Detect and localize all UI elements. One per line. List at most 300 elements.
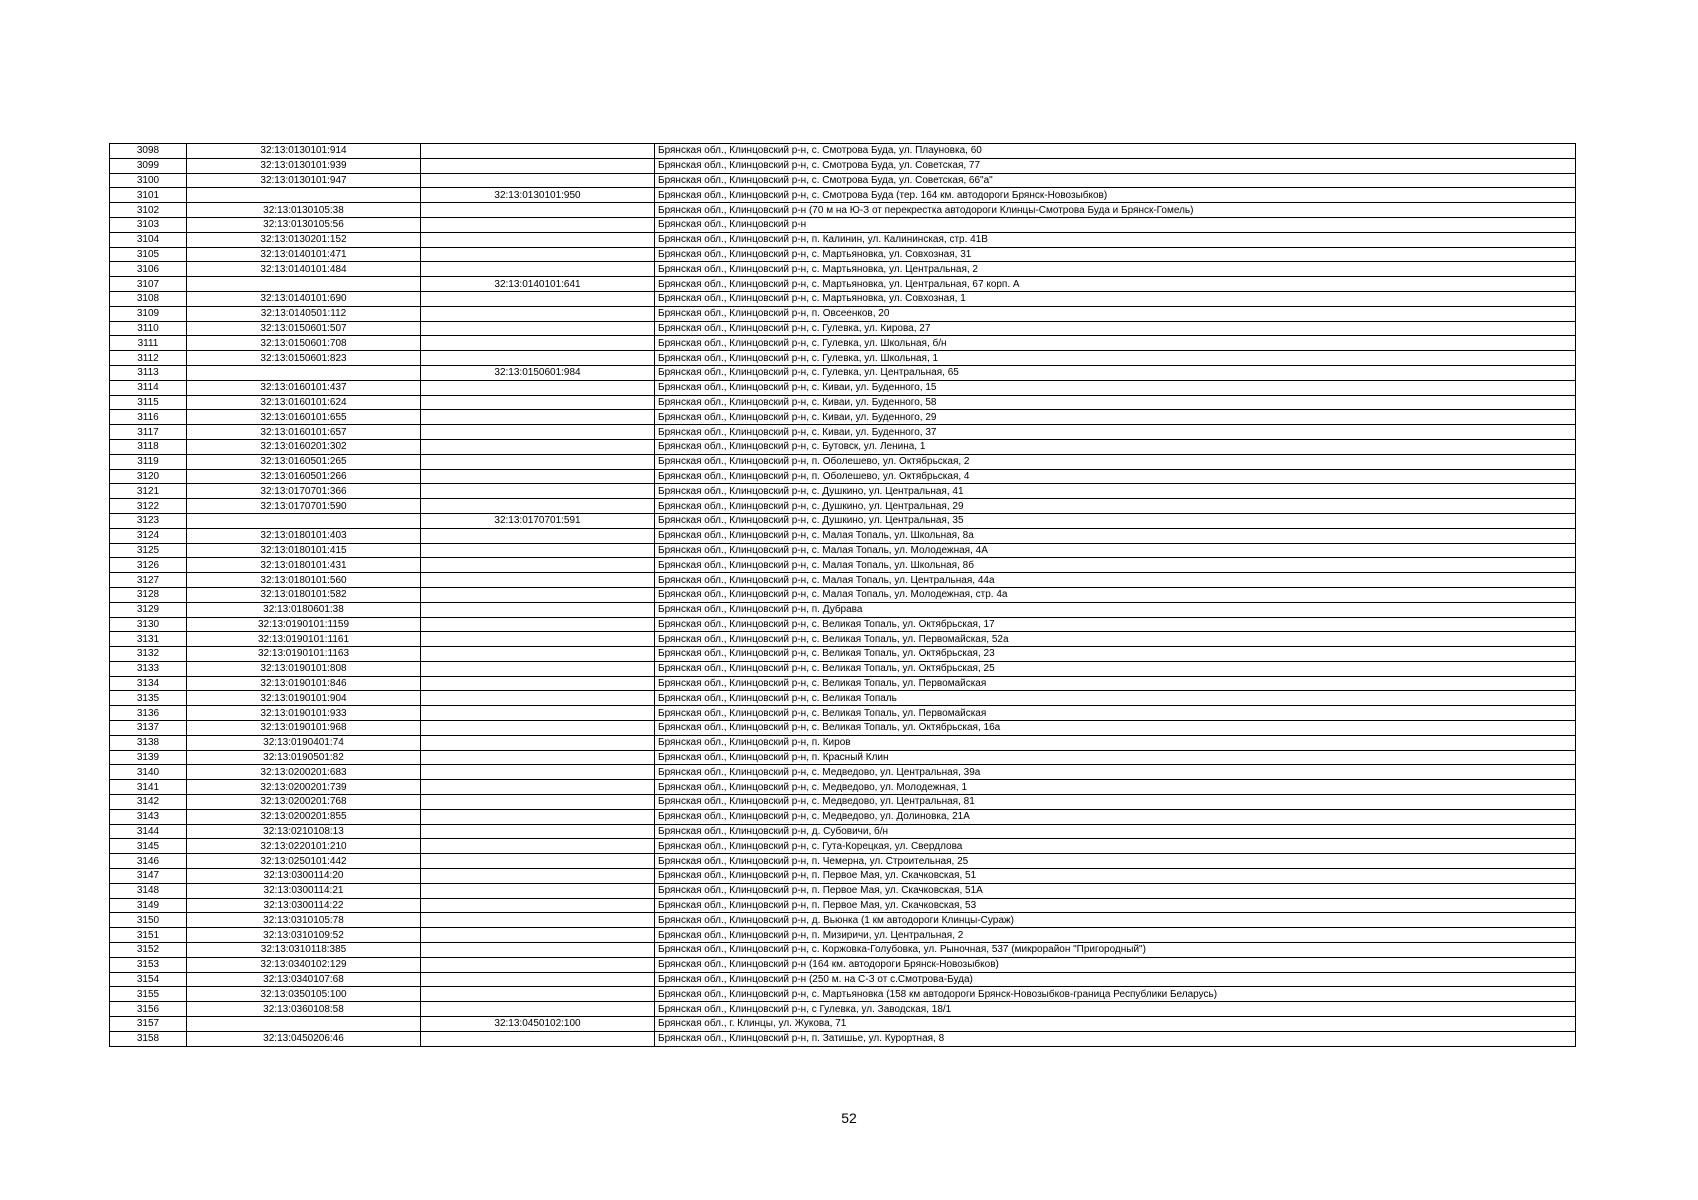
row-number-cell: 3143 <box>110 809 187 824</box>
cadastral-number-alt-cell <box>421 676 655 691</box>
cadastral-number-alt-cell <box>421 144 655 159</box>
table-row <box>110 676 1576 691</box>
address-cell: Брянская обл., Клинцовский р-н, с. Малая Топаль, ул. Центральная, 44а <box>655 573 1576 588</box>
cadastral-number-alt-cell <box>421 336 655 351</box>
table-row <box>110 854 1576 869</box>
cadastral-number-cell: 32:13:0190101:846 <box>187 676 421 691</box>
row-number-cell: 3151 <box>110 928 187 943</box>
cadastral-number-cell: 32:13:0340102:129 <box>187 957 421 972</box>
table-row <box>110 469 1576 484</box>
address-cell: Брянская обл., Клинцовский р-н, с Гулевка, ул. Заводская, 18/1 <box>655 1002 1576 1017</box>
table-row <box>110 587 1576 602</box>
table-row <box>110 943 1576 958</box>
address-cell: Брянская обл., Клинцовский р-н, с. Киваи, ул. Буденного, 29 <box>655 410 1576 425</box>
address-cell: Брянская обл., Клинцовский р-н, с. Смотрова Буда, ул. Советская, 66"а" <box>655 173 1576 188</box>
cadastral-number-alt-cell <box>421 351 655 366</box>
cadastral-number-cell: 32:13:0180101:415 <box>187 543 421 558</box>
row-number-cell: 3134 <box>110 676 187 691</box>
table-row <box>110 499 1576 514</box>
address-cell: Брянская обл., Клинцовский р-н, с. Бутовск, ул. Ленина, 1 <box>655 439 1576 454</box>
cadastral-number-cell: 32:13:0170701:366 <box>187 484 421 499</box>
address-cell: Брянская обл., Клинцовский р-н, с. Малая Топаль, ул. Молодежная, 4А <box>655 543 1576 558</box>
row-number-cell: 3102 <box>110 203 187 218</box>
cadastral-number-alt-cell <box>421 469 655 484</box>
cadastral-number-cell: 32:13:0130201:152 <box>187 232 421 247</box>
table-row <box>110 203 1576 218</box>
cadastral-number-alt-cell <box>421 203 655 218</box>
address-cell: Брянская обл., Клинцовский р-н, п. Первое Мая, ул. Скачковская, 53 <box>655 898 1576 913</box>
row-number-cell: 3158 <box>110 1031 187 1046</box>
cadastral-number-cell: 32:13:0210108:13 <box>187 824 421 839</box>
address-cell: Брянская обл., Клинцовский р-н, п. Чемерна, ул. Строительная, 25 <box>655 854 1576 869</box>
cadastral-number-alt-cell <box>421 617 655 632</box>
address-cell: Брянская обл., Клинцовский р-н, п. Красный Клин <box>655 750 1576 765</box>
cadastral-number-alt-cell <box>421 869 655 884</box>
cadastral-number-alt-cell <box>421 543 655 558</box>
address-cell: Брянская обл., Клинцовский р-н, с. Душкино, ул. Центральная, 29 <box>655 499 1576 514</box>
cadastral-number-cell: 32:13:0180101:560 <box>187 573 421 588</box>
row-number-cell: 3104 <box>110 232 187 247</box>
table-row <box>110 809 1576 824</box>
row-number-cell: 3112 <box>110 351 187 366</box>
cadastral-number-cell: 32:13:0180101:403 <box>187 528 421 543</box>
cadastral-number-alt-cell <box>421 928 655 943</box>
address-cell: Брянская обл., Клинцовский р-н, с. Смотрова Буда (тер. 164 км. автодороги Брянск-Новозыбков) <box>655 188 1576 203</box>
cadastral-number-cell: 32:13:0160101:624 <box>187 395 421 410</box>
row-number-cell: 3113 <box>110 365 187 380</box>
table-row <box>110 913 1576 928</box>
table-row <box>110 144 1576 159</box>
row-number-cell: 3140 <box>110 765 187 780</box>
table-row <box>110 765 1576 780</box>
table-row <box>110 336 1576 351</box>
table-row <box>110 573 1576 588</box>
cadastral-number-alt-cell <box>421 395 655 410</box>
table-row <box>110 691 1576 706</box>
row-number-cell: 3107 <box>110 277 187 292</box>
table-row <box>110 513 1576 528</box>
table-row <box>110 617 1576 632</box>
row-number-cell: 3152 <box>110 943 187 958</box>
cadastral-number-alt-cell <box>421 380 655 395</box>
table-row <box>110 972 1576 987</box>
cadastral-number-alt-cell <box>421 558 655 573</box>
cadastral-number-alt-cell <box>421 809 655 824</box>
row-number-cell: 3111 <box>110 336 187 351</box>
cadastral-number-cell: 32:13:0190401:74 <box>187 735 421 750</box>
cadastral-number-alt-cell <box>421 158 655 173</box>
row-number-cell: 3109 <box>110 306 187 321</box>
table-row <box>110 661 1576 676</box>
row-number-cell: 3148 <box>110 883 187 898</box>
cadastral-number-alt-cell <box>421 217 655 232</box>
cadastral-number-alt-cell <box>421 410 655 425</box>
cadastral-number-cell: 32:13:0220101:210 <box>187 839 421 854</box>
cadastral-number-alt-cell: 32:13:0130101:950 <box>421 188 655 203</box>
address-cell: Брянская обл., Клинцовский р-н, с. Мартьяновка, ул. Совхозная, 1 <box>655 291 1576 306</box>
row-number-cell: 3106 <box>110 262 187 277</box>
cadastral-number-cell: 32:13:0340107:68 <box>187 972 421 987</box>
row-number-cell: 3150 <box>110 913 187 928</box>
row-number-cell: 3116 <box>110 410 187 425</box>
cadastral-number-cell: 32:13:0130105:38 <box>187 203 421 218</box>
cadastral-number-cell: 32:13:0310118:385 <box>187 943 421 958</box>
address-cell: Брянская обл., Клинцовский р-н (70 м на Ю-З от перекрестка автодороги Клинцы-Смотрова Буда и Брянск-Гомель) <box>655 203 1576 218</box>
row-number-cell: 3122 <box>110 499 187 514</box>
cadastral-number-alt-cell <box>421 706 655 721</box>
cadastral-number-cell: 32:13:0180601:38 <box>187 602 421 617</box>
row-number-cell: 3145 <box>110 839 187 854</box>
row-number-cell: 3155 <box>110 987 187 1002</box>
cadastral-number-alt-cell <box>421 262 655 277</box>
cadastral-number-cell: 32:13:0200201:768 <box>187 795 421 810</box>
table-row <box>110 647 1576 662</box>
cadastral-number-alt-cell <box>421 898 655 913</box>
row-number-cell: 3144 <box>110 824 187 839</box>
cadastral-number-cell: 32:13:0160501:266 <box>187 469 421 484</box>
address-cell: Брянская обл., Клинцовский р-н, с. Малая Топаль, ул. Школьная, 8а <box>655 528 1576 543</box>
table-row <box>110 735 1576 750</box>
address-cell: Брянская обл., Клинцовский р-н, п. Первое Мая, ул. Скачковская, 51 <box>655 869 1576 884</box>
table-row <box>110 454 1576 469</box>
cadastral-number-alt-cell <box>421 647 655 662</box>
cadastral-register-table <box>109 143 1576 1047</box>
address-cell: Брянская обл., Клинцовский р-н, с. Великая Топаль, ул. Первомайская <box>655 706 1576 721</box>
address-cell: Брянская обл., Клинцовский р-н, п. Овсеенков, 20 <box>655 306 1576 321</box>
address-cell: Брянская обл., Клинцовский р-н, п. Оболешево, ул. Октябрьская, 4 <box>655 469 1576 484</box>
cadastral-number-cell: 32:13:0190101:933 <box>187 706 421 721</box>
cadastral-number-cell: 32:13:0160101:437 <box>187 380 421 395</box>
table-row <box>110 632 1576 647</box>
table-row <box>110 706 1576 721</box>
cadastral-number-alt-cell <box>421 528 655 543</box>
cadastral-number-alt-cell <box>421 247 655 262</box>
cadastral-number-cell: 32:13:0160101:655 <box>187 410 421 425</box>
cadastral-number-cell: 32:13:0190501:82 <box>187 750 421 765</box>
table-row <box>110 484 1576 499</box>
cadastral-number-cell: 32:13:0170701:590 <box>187 499 421 514</box>
table-row <box>110 232 1576 247</box>
address-cell: Брянская обл., г. Клинцы, ул. Жукова, 71 <box>655 1017 1576 1032</box>
cadastral-number-cell: 32:13:0360108:58 <box>187 1002 421 1017</box>
cadastral-number-alt-cell <box>421 913 655 928</box>
table-row <box>110 750 1576 765</box>
row-number-cell: 3117 <box>110 425 187 440</box>
cadastral-number-cell: 32:13:0200201:739 <box>187 780 421 795</box>
address-cell: Брянская обл., Клинцовский р-н, с. Великая Топаль, ул. Октябрьская, 17 <box>655 617 1576 632</box>
cadastral-number-alt-cell <box>421 484 655 499</box>
row-number-cell: 3121 <box>110 484 187 499</box>
cadastral-number-alt-cell <box>421 499 655 514</box>
table-row <box>110 173 1576 188</box>
address-cell: Брянская обл., Клинцовский р-н, с. Гута-Корецкая, ул. Свердлова <box>655 839 1576 854</box>
row-number-cell: 3136 <box>110 706 187 721</box>
cadastral-number-cell <box>187 365 421 380</box>
row-number-cell: 3131 <box>110 632 187 647</box>
address-cell: Брянская обл., Клинцовский р-н, п. Затишье, ул. Курортная, 8 <box>655 1031 1576 1046</box>
table-row <box>110 277 1576 292</box>
cadastral-number-alt-cell <box>421 454 655 469</box>
cadastral-number-alt-cell <box>421 1002 655 1017</box>
cadastral-number-cell: 32:13:0200201:855 <box>187 809 421 824</box>
cadastral-number-alt-cell: 32:13:0170701:591 <box>421 513 655 528</box>
table-body <box>110 144 1576 1047</box>
cadastral-number-alt-cell <box>421 750 655 765</box>
table-row <box>110 957 1576 972</box>
address-cell: Брянская обл., Клинцовский р-н, с. Мартьяновка, ул. Центральная, 2 <box>655 262 1576 277</box>
cadastral-number-alt-cell <box>421 795 655 810</box>
cadastral-number-alt-cell <box>421 824 655 839</box>
address-cell: Брянская обл., Клинцовский р-н <box>655 217 1576 232</box>
table-row <box>110 721 1576 736</box>
cadastral-number-cell: 32:13:0450206:46 <box>187 1031 421 1046</box>
address-cell: Брянская обл., Клинцовский р-н, с. Великая Топаль, ул. Октябрьская, 16а <box>655 721 1576 736</box>
address-cell: Брянская обл., Клинцовский р-н, с. Душкино, ул. Центральная, 35 <box>655 513 1576 528</box>
row-number-cell: 3119 <box>110 454 187 469</box>
cadastral-number-cell: 32:13:0190101:1163 <box>187 647 421 662</box>
cadastral-number-cell: 32:13:0140101:690 <box>187 291 421 306</box>
cadastral-number-cell: 32:13:0160101:657 <box>187 425 421 440</box>
table-row <box>110 987 1576 1002</box>
row-number-cell: 3141 <box>110 780 187 795</box>
address-cell: Брянская обл., Клинцовский р-н, с. Гулевка, ул. Школьная, б/н <box>655 336 1576 351</box>
cadastral-number-cell: 32:13:0180101:431 <box>187 558 421 573</box>
table-row <box>110 365 1576 380</box>
table-row <box>110 439 1576 454</box>
row-number-cell: 3149 <box>110 898 187 913</box>
cadastral-number-cell: 32:13:0150601:507 <box>187 321 421 336</box>
row-number-cell: 3130 <box>110 617 187 632</box>
cadastral-number-alt-cell <box>421 721 655 736</box>
cadastral-number-alt-cell <box>421 780 655 795</box>
table-row <box>110 1002 1576 1017</box>
cadastral-number-cell <box>187 1017 421 1032</box>
row-number-cell: 3110 <box>110 321 187 336</box>
table-row <box>110 883 1576 898</box>
address-cell: Брянская обл., Клинцовский р-н, с. Смотрова Буда, ул. Советская, 77 <box>655 158 1576 173</box>
row-number-cell: 3098 <box>110 144 187 159</box>
cadastral-number-alt-cell <box>421 439 655 454</box>
address-cell: Брянская обл., Клинцовский р-н, с. Гулевка, ул. Кирова, 27 <box>655 321 1576 336</box>
cadastral-number-cell: 32:13:0300114:21 <box>187 883 421 898</box>
table-row <box>110 395 1576 410</box>
cadastral-number-cell: 32:13:0130101:947 <box>187 173 421 188</box>
table-row <box>110 158 1576 173</box>
cadastral-number-cell: 32:13:0180101:582 <box>187 587 421 602</box>
cadastral-number-alt-cell <box>421 883 655 898</box>
cadastral-number-cell: 32:13:0140101:471 <box>187 247 421 262</box>
table-row <box>110 898 1576 913</box>
address-cell: Брянская обл., Клинцовский р-н, с. Коржовка-Голубовка, ул. Рыночная, 537 (микрорайон "Пригородный") <box>655 943 1576 958</box>
cadastral-number-alt-cell <box>421 972 655 987</box>
row-number-cell: 3115 <box>110 395 187 410</box>
cadastral-number-cell <box>187 513 421 528</box>
cadastral-number-alt-cell <box>421 661 655 676</box>
table-row <box>110 839 1576 854</box>
cadastral-number-alt-cell <box>421 232 655 247</box>
cadastral-number-alt-cell <box>421 839 655 854</box>
row-number-cell: 3133 <box>110 661 187 676</box>
cadastral-number-cell: 32:13:0130101:939 <box>187 158 421 173</box>
cadastral-number-alt-cell <box>421 587 655 602</box>
address-cell: Брянская обл., Клинцовский р-н, с. Гулевка, ул. Центральная, 65 <box>655 365 1576 380</box>
table-row <box>110 780 1576 795</box>
cadastral-number-cell: 32:13:0190101:1161 <box>187 632 421 647</box>
row-number-cell: 3120 <box>110 469 187 484</box>
row-number-cell: 3126 <box>110 558 187 573</box>
cadastral-number-alt-cell: 32:13:0140101:641 <box>421 277 655 292</box>
cadastral-number-cell: 32:13:0190101:968 <box>187 721 421 736</box>
table-row <box>110 824 1576 839</box>
cadastral-number-cell <box>187 277 421 292</box>
address-cell: Брянская обл., Клинцовский р-н, п. Первое Мая, ул. Скачковская, 51А <box>655 883 1576 898</box>
page-number: 52 <box>841 1110 857 1126</box>
cadastral-number-cell: 32:13:0150601:823 <box>187 351 421 366</box>
cadastral-number-cell <box>187 188 421 203</box>
cadastral-number-alt-cell <box>421 765 655 780</box>
address-cell: Брянская обл., Клинцовский р-н, с. Киваи, ул. Буденного, 37 <box>655 425 1576 440</box>
cadastral-number-alt-cell <box>421 957 655 972</box>
cadastral-number-alt-cell <box>421 573 655 588</box>
cadastral-number-alt-cell <box>421 425 655 440</box>
table-row <box>110 1017 1576 1032</box>
address-cell: Брянская обл., Клинцовский р-н, д. Вьюнка (1 км автодороги Клинцы-Сураж) <box>655 913 1576 928</box>
cadastral-number-cell: 32:13:0160201:302 <box>187 439 421 454</box>
address-cell: Брянская обл., Клинцовский р-н, с. Мартьяновка, ул. Центральная, 67 корп. А <box>655 277 1576 292</box>
address-cell: Брянская обл., Клинцовский р-н, с. Гулевка, ул. Школьная, 1 <box>655 351 1576 366</box>
address-cell: Брянская обл., Клинцовский р-н, с. Великая Топаль, ул. Первомайская <box>655 676 1576 691</box>
address-cell: Брянская обл., Клинцовский р-н, с. Медведово, ул. Долиновка, 21А <box>655 809 1576 824</box>
cadastral-number-alt-cell <box>421 854 655 869</box>
cadastral-number-alt-cell <box>421 632 655 647</box>
row-number-cell: 3139 <box>110 750 187 765</box>
table-row <box>110 291 1576 306</box>
table-row <box>110 321 1576 336</box>
row-number-cell: 3101 <box>110 188 187 203</box>
row-number-cell: 3156 <box>110 1002 187 1017</box>
table-row <box>110 795 1576 810</box>
address-cell: Брянская обл., Клинцовский р-н, с. Киваи, ул. Буденного, 58 <box>655 395 1576 410</box>
row-number-cell: 3127 <box>110 573 187 588</box>
cadastral-number-alt-cell <box>421 291 655 306</box>
table-row <box>110 602 1576 617</box>
cadastral-number-alt-cell: 32:13:0150601:984 <box>421 365 655 380</box>
cadastral-number-cell: 32:13:0310109:52 <box>187 928 421 943</box>
address-cell: Брянская обл., Клинцовский р-н, с. Великая Топаль, ул. Первомайская, 52а <box>655 632 1576 647</box>
table-row <box>110 247 1576 262</box>
cadastral-number-cell: 32:13:0190101:904 <box>187 691 421 706</box>
cadastral-number-cell: 32:13:0190101:808 <box>187 661 421 676</box>
cadastral-number-cell: 32:13:0310105:78 <box>187 913 421 928</box>
address-cell: Брянская обл., Клинцовский р-н, с. Великая Топаль, ул. Октябрьская, 25 <box>655 661 1576 676</box>
cadastral-number-alt-cell <box>421 321 655 336</box>
table-row <box>110 217 1576 232</box>
row-number-cell: 3135 <box>110 691 187 706</box>
address-cell: Брянская обл., Клинцовский р-н, с. Малая Топаль, ул. Школьная, 8б <box>655 558 1576 573</box>
table-row <box>110 410 1576 425</box>
address-cell: Брянская обл., Клинцовский р-н (164 км. автодороги Брянск-Новозыбков) <box>655 957 1576 972</box>
row-number-cell: 3100 <box>110 173 187 188</box>
table-row <box>110 262 1576 277</box>
cadastral-number-alt-cell <box>421 691 655 706</box>
address-cell: Брянская обл., Клинцовский р-н, п. Мизиричи, ул. Центральная, 2 <box>655 928 1576 943</box>
cadastral-number-cell: 32:13:0150601:708 <box>187 336 421 351</box>
row-number-cell: 3142 <box>110 795 187 810</box>
table-row <box>110 869 1576 884</box>
row-number-cell: 3103 <box>110 217 187 232</box>
address-cell: Брянская обл., Клинцовский р-н, с. Мартьяновка, ул. Совхозная, 31 <box>655 247 1576 262</box>
address-cell: Брянская обл., Клинцовский р-н, с. Медведово, ул. Центральная, 81 <box>655 795 1576 810</box>
row-number-cell: 3123 <box>110 513 187 528</box>
row-number-cell: 3138 <box>110 735 187 750</box>
row-number-cell: 3147 <box>110 869 187 884</box>
row-number-cell: 3099 <box>110 158 187 173</box>
table-row <box>110 543 1576 558</box>
address-cell: Брянская обл., Клинцовский р-н, с. Малая Топаль, ул. Молодежная, стр. 4а <box>655 587 1576 602</box>
table-row <box>110 188 1576 203</box>
table-row <box>110 928 1576 943</box>
cadastral-number-cell: 32:13:0250101:442 <box>187 854 421 869</box>
row-number-cell: 3105 <box>110 247 187 262</box>
cadastral-number-alt-cell <box>421 602 655 617</box>
table-row <box>110 528 1576 543</box>
row-number-cell: 3157 <box>110 1017 187 1032</box>
row-number-cell: 3154 <box>110 972 187 987</box>
row-number-cell: 3108 <box>110 291 187 306</box>
address-cell: Брянская обл., Клинцовский р-н, с. Мартьяновка (158 км автодороги Брянск-Новозыбков-граница Республики Беларусь) <box>655 987 1576 1002</box>
address-cell: Брянская обл., Клинцовский р-н, д. Субовичи, б/н <box>655 824 1576 839</box>
cadastral-number-cell: 32:13:0190101:1159 <box>187 617 421 632</box>
cadastral-number-cell: 32:13:0300114:22 <box>187 898 421 913</box>
address-cell: Брянская обл., Клинцовский р-н, с. Смотрова Буда, ул. Плауновка, 60 <box>655 144 1576 159</box>
table-row <box>110 380 1576 395</box>
address-cell: Брянская обл., Клинцовский р-н, с. Медведово, ул. Молодежная, 1 <box>655 780 1576 795</box>
cadastral-number-alt-cell <box>421 987 655 1002</box>
address-cell: Брянская обл., Клинцовский р-н, п. Оболешево, ул. Октябрьская, 2 <box>655 454 1576 469</box>
table-row <box>110 306 1576 321</box>
address-cell: Брянская обл., Клинцовский р-н, с. Великая Топаль, ул. Октябрьская, 23 <box>655 647 1576 662</box>
address-cell: Брянская обл., Клинцовский р-н, п. Калинин, ул. Калининская, стр. 41В <box>655 232 1576 247</box>
row-number-cell: 3137 <box>110 721 187 736</box>
address-cell: Брянская обл., Клинцовский р-н, с. Душкино, ул. Центральная, 41 <box>655 484 1576 499</box>
address-cell: Брянская обл., Клинцовский р-н, с. Киваи, ул. Буденного, 15 <box>655 380 1576 395</box>
table-row <box>110 1031 1576 1046</box>
cadastral-number-alt-cell <box>421 943 655 958</box>
address-cell: Брянская обл., Клинцовский р-н, с. Медведово, ул. Центральная, 39а <box>655 765 1576 780</box>
row-number-cell: 3132 <box>110 647 187 662</box>
row-number-cell: 3118 <box>110 439 187 454</box>
cadastral-number-cell: 32:13:0200201:683 <box>187 765 421 780</box>
cadastral-number-alt-cell <box>421 1031 655 1046</box>
cadastral-number-cell: 32:13:0140501:112 <box>187 306 421 321</box>
table-row <box>110 558 1576 573</box>
address-cell: Брянская обл., Клинцовский р-н, п. Киров <box>655 735 1576 750</box>
row-number-cell: 3124 <box>110 528 187 543</box>
cadastral-number-cell: 32:13:0300114:20 <box>187 869 421 884</box>
table-row <box>110 351 1576 366</box>
address-cell: Брянская обл., Клинцовский р-н, с. Великая Топаль <box>655 691 1576 706</box>
cadastral-number-cell: 32:13:0130105:56 <box>187 217 421 232</box>
address-cell: Брянская обл., Клинцовский р-н, п. Дубрава <box>655 602 1576 617</box>
cadastral-number-alt-cell <box>421 173 655 188</box>
cadastral-number-cell: 32:13:0350105:100 <box>187 987 421 1002</box>
row-number-cell: 3128 <box>110 587 187 602</box>
row-number-cell: 3125 <box>110 543 187 558</box>
row-number-cell: 3146 <box>110 854 187 869</box>
row-number-cell: 3129 <box>110 602 187 617</box>
row-number-cell: 3153 <box>110 957 187 972</box>
table-row <box>110 425 1576 440</box>
